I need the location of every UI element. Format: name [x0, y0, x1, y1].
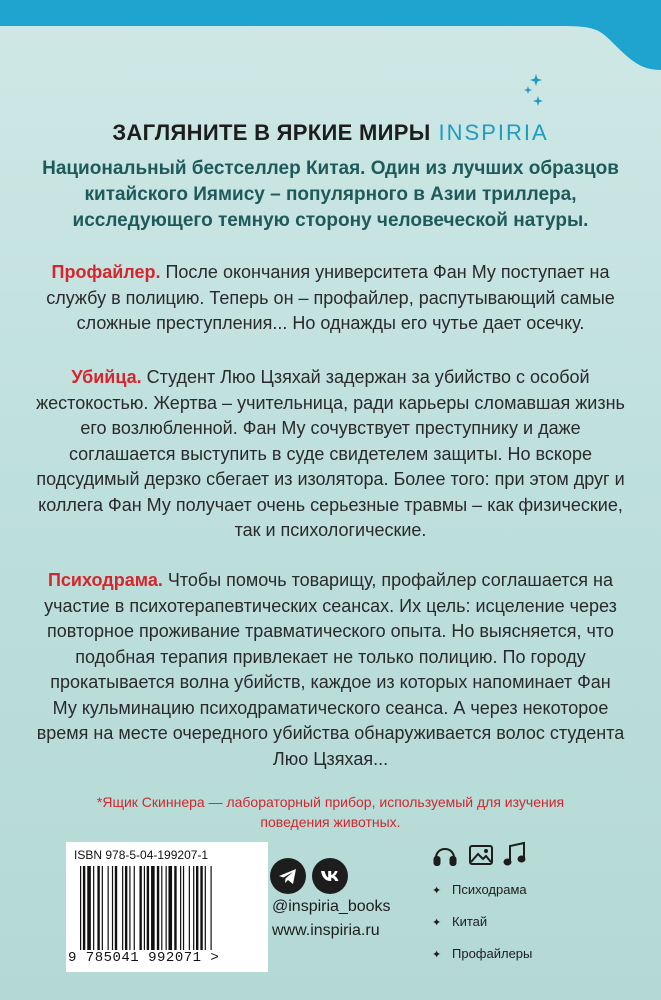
sparkle-bullet-icon: ✦ [432, 885, 442, 897]
barcode-image [80, 866, 260, 950]
section-psychodrama [36, 568, 625, 772]
section-keyword: Профайлер. [51, 262, 161, 282]
audiobook-icon [435, 849, 456, 865]
top-tab-banner [0, 0, 661, 70]
section-text: Чтобы помочь товарищу, профайлер соглашается на участие в психотерапевтических сеансах. Их цель: исцеление через повторное проживание травматического опыта. Но выясняется, что подобная терапия привлекает не только полицию. По городу прокатывается волна убийств, каждое из которых напоминает Фан Му кульминацию психодраматического сеанса. А через некоторое время на месте очередного убийства обнаруживается волос студента Люо Цзяхая... [36, 570, 625, 769]
section-keyword: Психодрама. [47, 570, 163, 590]
heading-prefix: ЗАГЛЯНИТЕ В ЯРКИЕ МИРЫ [112, 120, 431, 145]
sparkle-bullet-icon: ✦ [432, 917, 442, 929]
tag-item[interactable]: ✦ Профайлеры [432, 946, 533, 961]
brand-name: INSPIRIA [438, 120, 549, 145]
telegram-icon[interactable] [270, 858, 306, 894]
section-text: Студент Люо Цзяхай задержан за убийство с особой жестокостью. Жертва – учительница, ради карьеры сломавшая жизнь его возлюбленной. Фан Му сочувствует преступнику и даже соглашается выступить в суде свидетелем защиты. Но вскоре подсудимый дерзко сбегает из изолятора. Более того: при этом друг и коллега Фан Му получает очень серьезные травмы – как физические, так и психологические. [36, 367, 625, 540]
barcode-panel [66, 842, 268, 972]
tag-item[interactable]: ✦ Психодрама [432, 882, 527, 897]
section-keyword: Убийца. [71, 367, 142, 387]
section-killer [36, 365, 625, 544]
isbn-text: ISBN 978-5-04-199207-1 [74, 848, 209, 862]
sparkle-bullet-icon: ✦ [432, 949, 442, 961]
footnote: *Ящик Скиннера — лабораторный прибор, используемый для изучения поведения животных. [96, 794, 565, 830]
vk-icon[interactable] [312, 858, 348, 894]
tag-item[interactable]: ✦ Китай [432, 914, 488, 929]
section-profiler [36, 260, 625, 337]
music-icon [505, 843, 525, 865]
lead-paragraph: Национальный бестселлер Китая. Один из лучших образцов китайского Иямису – популярного в Азии триллера, исследующего темную сторону человеческой натуры. [42, 158, 619, 231]
series-heading [0, 120, 661, 146]
section-text: После окончания университета Фан Му поступает на службу в полицию. Теперь он – профайлер, распутывающий самые сложные преступления... Но однажды его чутье дает осечку. [46, 262, 615, 333]
website-link[interactable]: www.inspiria.ru [272, 922, 380, 939]
format-icons [432, 838, 532, 872]
sparkle-icon [522, 72, 552, 112]
barcode-digits: 9 785041 992071 > [68, 950, 220, 966]
social-handle[interactable]: @inspiria_books [272, 898, 391, 915]
image-icon [470, 846, 492, 864]
